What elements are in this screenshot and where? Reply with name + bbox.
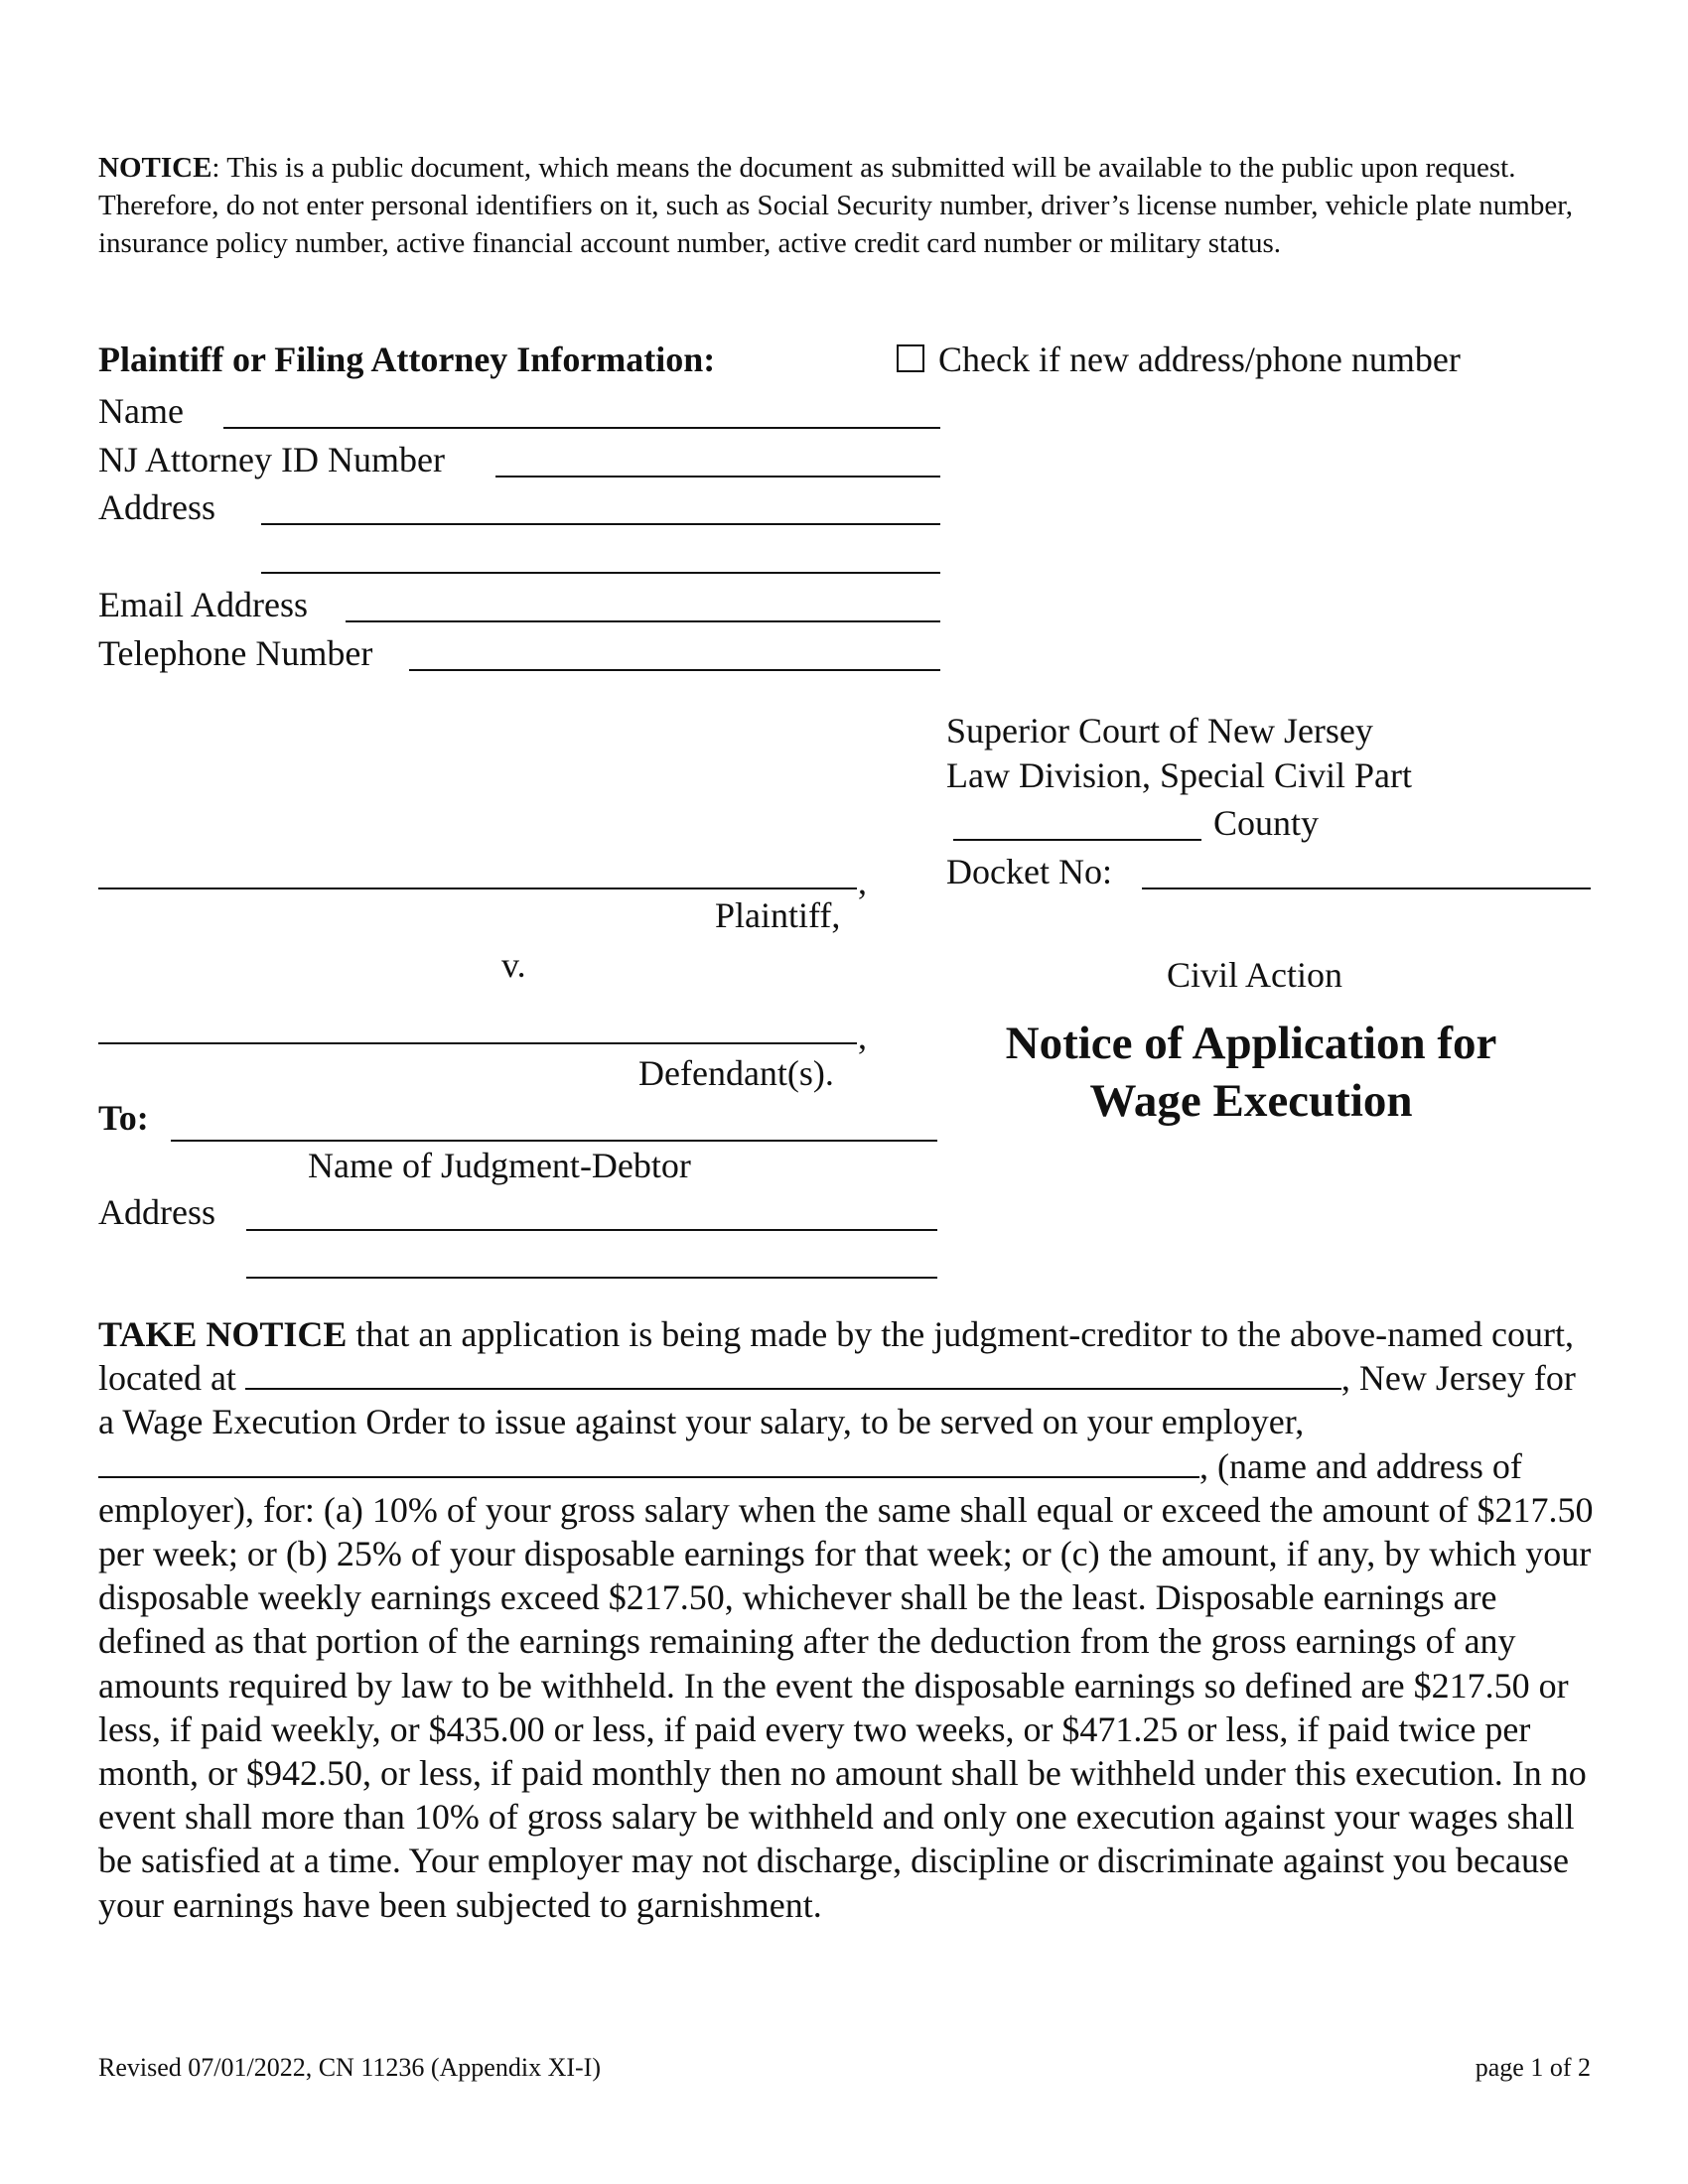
county-field[interactable] [953, 839, 1201, 841]
court-location-field[interactable] [245, 1362, 1341, 1390]
notice-label: NOTICE [98, 152, 212, 184]
defendant-name-field[interactable] [98, 1042, 857, 1044]
employer-field[interactable] [98, 1450, 1199, 1478]
body-part-2: , New Jersey for a Wage Execution Order to issue against your salary, to be served on your employer, [98, 1358, 1576, 1442]
defendant-comma: , [858, 1017, 867, 1056]
defendant-label: Defendant(s). [638, 1053, 834, 1093]
attorney-info-heading: Plaintiff or Filing Attorney Information: [98, 340, 716, 379]
address-label: Address [98, 487, 215, 527]
document-title [953, 1015, 1549, 1130]
name-field[interactable] [223, 427, 940, 429]
telephone-field[interactable] [409, 669, 940, 671]
address-field-line1[interactable] [261, 523, 940, 525]
notice-text: : This is a public document, which means the document as submitted will be available to the public upon request. Therefore, do not enter personal identifiers on it, such as Social Security number, driver’s license number, vehicle plate number, insurance policy number, active financial account number, active credit card number or military status. [98, 152, 1573, 259]
public-notice [98, 149, 1588, 262]
debtor-address-label: Address [98, 1192, 215, 1232]
page-number: page 1 of 2 [1475, 2053, 1591, 2082]
body-part-1: that an application is being made by the judgment-creditor to the above-named court, located at [98, 1314, 1574, 1399]
new-address-checkbox[interactable] [897, 344, 924, 372]
telephone-label: Telephone Number [98, 633, 373, 673]
docket-label: Docket No: [946, 852, 1112, 891]
take-notice-lead: TAKE NOTICE [98, 1314, 348, 1354]
attorney-id-label: NJ Attorney ID Number [98, 440, 445, 479]
court-division: Law Division, Special Civil Part [946, 755, 1412, 795]
county-label: County [1213, 803, 1320, 843]
title-line-2: Wage Execution [1089, 1075, 1413, 1127]
attorney-id-field[interactable] [495, 476, 940, 478]
judgment-debtor-caption: Name of Judgment-Debtor [308, 1146, 691, 1185]
email-label: Email Address [98, 585, 308, 624]
judgment-debtor-name-field[interactable] [171, 1140, 937, 1142]
civil-action-label: Civil Action [1167, 955, 1343, 995]
body-part-3: , (name and address of employer), for: (a) 10% of your gross salary when the same shall equal or exceed the amount of $217.50 per week; or (b) 25% of your disposable earnings for that week; or (c) the amount, if any, by which your disposable weekly earnings exceed $217.50, whichever shall be the least. Disposable earnings are defined as that portion of the earnings remaining after the deduction from the gross earnings of any amounts required by law to be withheld. In the event the disposable earnings so defined are $217.50 or less, if paid weekly, or $435.00 or less, if paid every two weeks, or $471.25 or less, if paid twice per month, or $942.50, or less, if paid monthly then no amount shall be withheld under this execution. In no event shall more than 10% of gross salary be withheld and only one execution against your wages shall be satisfied at a time. Your employer may not discharge, discipline or discriminate against you because your earnings have been subjected to garnishment. [98, 1445, 1594, 1925]
new-address-checkbox-label: Check if new address/phone number [938, 340, 1461, 379]
revision-footer: Revised 07/01/2022, CN 11236 (Appendix XI-I) [98, 2053, 601, 2082]
debtor-address-line1[interactable] [246, 1229, 937, 1231]
title-line-1: Notice of Application for [1005, 1018, 1497, 1069]
take-notice-paragraph [98, 1312, 1598, 1927]
court-name: Superior Court of New Jersey [946, 711, 1373, 751]
to-label: To: [98, 1098, 149, 1138]
email-field[interactable] [346, 620, 940, 622]
plaintiff-label: Plaintiff, [715, 895, 841, 935]
name-label: Name [98, 391, 184, 431]
plaintiff-comma: , [858, 862, 867, 901]
versus-label: v. [501, 945, 526, 985]
address-field-line2[interactable] [261, 572, 940, 574]
plaintiff-name-field[interactable] [98, 887, 857, 889]
docket-number-field[interactable] [1142, 887, 1591, 889]
debtor-address-line2[interactable] [246, 1277, 937, 1279]
